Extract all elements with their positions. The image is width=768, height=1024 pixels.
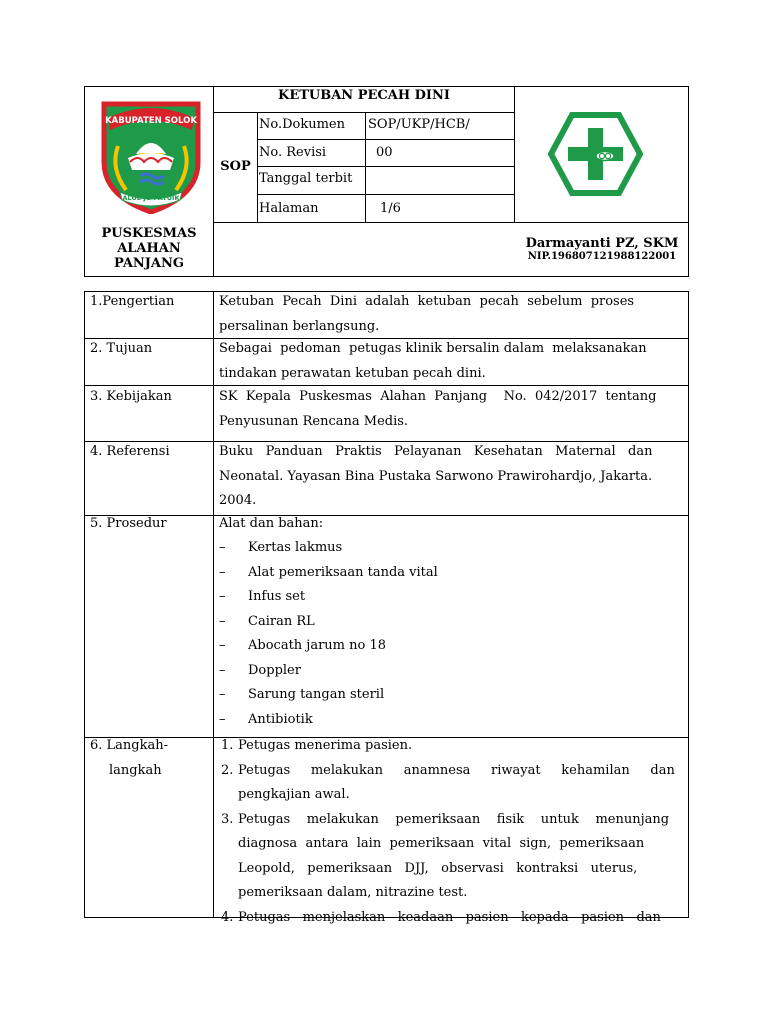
text-line: Neonatal. Yayasan Bina Pustaka Sarwono Prawirohardjo, Jakarta. <box>219 468 653 484</box>
text-line: persalinan berlangsung. <box>219 318 380 334</box>
org-name-line: PANJANG <box>113 256 185 271</box>
list-item <box>219 659 678 684</box>
list-item <box>219 683 678 708</box>
dash-bullet: – <box>219 662 226 678</box>
step-line: diagnosa antara lain pemeriksaan vital sign, pemeriksaan <box>238 836 645 851</box>
step-line: pengkajian awal. <box>238 787 350 802</box>
document-title: KETUBAN PECAH DINI <box>278 88 450 103</box>
step-item <box>221 759 680 808</box>
crest-icon <box>100 96 202 214</box>
tujuan-text <box>219 337 678 386</box>
step-line: Petugas melakukan anamnesa riwayat kehamilan dan <box>238 762 675 778</box>
list-item-text: Doppler <box>248 662 301 678</box>
tujuan-label: 2. Tujuan <box>90 341 153 356</box>
logo-motto-text: ALUE JO PATUIK <box>122 194 180 202</box>
referensi-text <box>219 440 678 514</box>
signer-name: Darmayanti PZ, SKM <box>525 236 679 251</box>
step-number: 2. <box>221 762 234 778</box>
field-label-halaman: Halaman <box>259 201 319 216</box>
list-item-text: Alat pemeriksaan tanda vital <box>248 564 438 580</box>
dash-bullet: – <box>219 687 226 702</box>
list-item-text: Abocath jarum no 18 <box>248 638 386 653</box>
field-label-no-dokumen: No.Dokumen <box>259 117 345 132</box>
field-value-no-dokumen: SOP/UKP/HCB/ <box>368 117 470 132</box>
pengertian-text <box>219 290 678 339</box>
langkah-steps <box>221 734 680 930</box>
text-line: Sebagai pedoman petugas klinik bersalin dalam melaksanakan <box>219 341 647 356</box>
text-line: tindakan perawatan ketuban pecah dini. <box>219 365 486 381</box>
step-number: 4. <box>221 909 234 925</box>
step-item <box>221 808 680 906</box>
field-value-no-revisi: 00 <box>376 145 393 160</box>
text-line: Penyusunan Rencana Medis. <box>219 413 409 429</box>
sop-label: SOP <box>220 159 251 174</box>
dash-bullet: – <box>219 638 226 653</box>
list-item-text: Infus set <box>248 589 306 604</box>
step-item <box>221 734 680 759</box>
step-item <box>221 906 680 931</box>
text-line: SK Kepala Puskesmas Alahan Panjang No. 042/2017 tentang <box>219 389 657 404</box>
kebijakan-label: 3. Kebijakan <box>90 389 172 404</box>
alat-bahan-list <box>219 536 678 732</box>
langkah-label-line: 6. Langkah- <box>90 738 169 753</box>
org-name-line: PUSKESMAS <box>101 226 197 241</box>
list-item-text: Cairan RL <box>248 613 315 629</box>
step-line: Petugas melakukan pemeriksaan fisik untuk menunjang <box>238 811 670 827</box>
list-item <box>219 561 678 586</box>
list-item-text: Kertas lakmus <box>248 540 343 555</box>
step-line: pemeriksaan dalam, nitrazine test. <box>238 885 468 900</box>
list-item <box>219 634 678 659</box>
langkah-label-line: langkah <box>109 762 162 778</box>
dash-bullet: – <box>219 613 226 629</box>
kebijakan-text <box>219 385 678 434</box>
dash-bullet: – <box>219 711 226 727</box>
list-item-text: Antibiotik <box>248 711 313 727</box>
dash-bullet: – <box>219 589 226 604</box>
dash-bullet: – <box>219 564 226 580</box>
list-item-text: Sarung tangan steril <box>248 687 385 702</box>
text-line: Buku Panduan Praktis Pelayanan Kesehatan Maternal dan <box>219 444 653 459</box>
langkah-label <box>90 734 168 783</box>
logo-banner-text: KABUPATEN SOLOK <box>105 116 197 126</box>
org-name-line: ALAHAN <box>117 241 181 256</box>
step-line: Petugas menerima pasien. <box>238 738 413 753</box>
field-value-halaman: 1/6 <box>380 201 401 216</box>
step-number: 3. <box>221 811 234 827</box>
text-line: Ketuban Pecah Dini adalah ketuban pecah sebelum proses <box>219 294 635 309</box>
field-label-no-revisi: No. Revisi <box>259 145 327 160</box>
list-item <box>219 536 678 561</box>
pengertian-label: 1.Pengertian <box>90 294 175 309</box>
list-item <box>219 708 678 733</box>
referensi-label: 4. Referensi <box>90 444 170 459</box>
prosedur-intro: Alat dan bahan: <box>219 516 324 531</box>
step-line: Petugas menjelaskan keadaan pasien kepada pasien dan <box>238 909 661 925</box>
step-number: 1. <box>221 738 234 753</box>
puskesmas-emblem-icon <box>548 112 643 196</box>
signer-nip: NIP.196807121988122001 <box>527 251 677 262</box>
dash-bullet: – <box>219 540 226 555</box>
text-line: 2004. <box>219 493 257 508</box>
list-item <box>219 610 678 635</box>
step-line: Leopold, pemeriksaan DJJ, observasi kontraksi uterus, <box>238 860 638 876</box>
list-item <box>219 585 678 610</box>
prosedur-label: 5. Prosedur <box>90 516 167 531</box>
puskesmas-logo <box>548 112 643 196</box>
org-name <box>85 226 213 271</box>
kabupaten-solok-logo <box>100 96 202 214</box>
field-label-tanggal-terbit: Tanggal terbit <box>259 171 353 186</box>
